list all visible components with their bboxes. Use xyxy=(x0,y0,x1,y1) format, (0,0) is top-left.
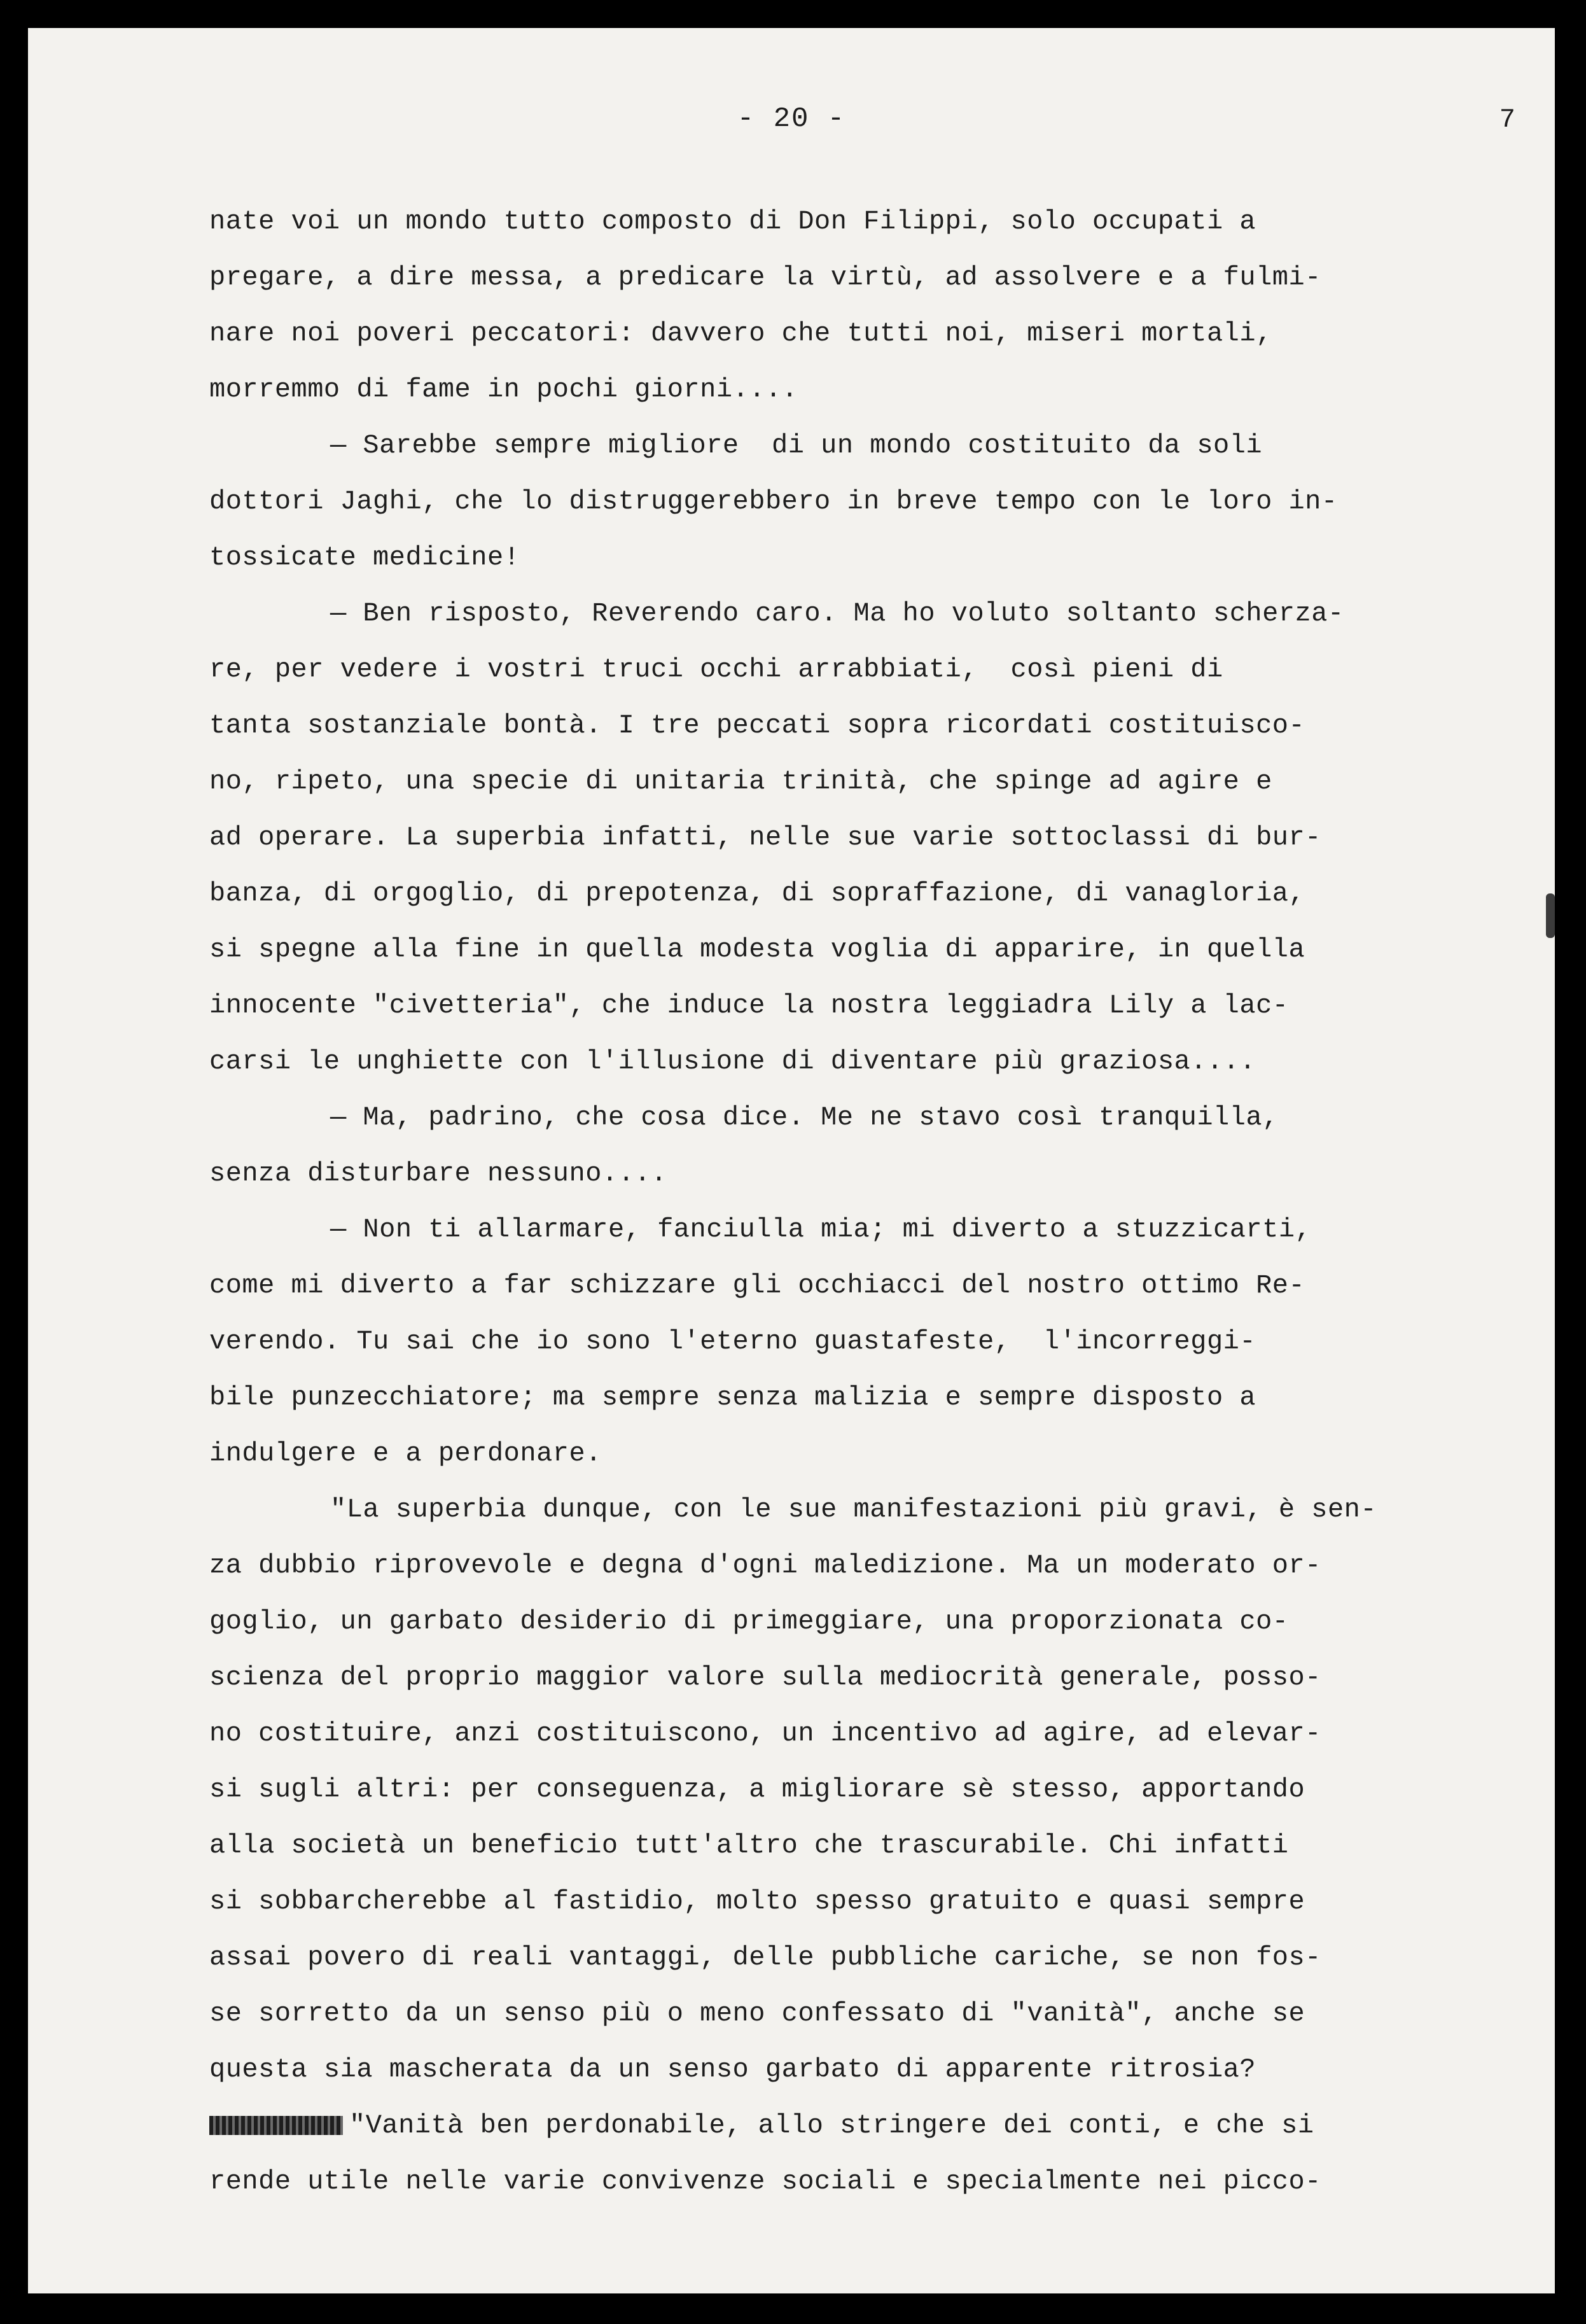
text-line: innocente "civetteria", che induce la nostra leggiadra Lily a lac- xyxy=(209,990,1289,1021)
text-line: bile punzecchiatore; ma sempre senza malizia e sempre disposto a xyxy=(209,1382,1256,1413)
text-line: nare noi poveri peccatori: davvero che tutti noi, miseri mortali, xyxy=(209,318,1272,349)
text-line: alla società un beneficio tutt'altro che trascurabile. Chi infatti xyxy=(209,1830,1289,1861)
text-line-struck-start xyxy=(209,2097,1542,2153)
text-line: si spegne alla fine in quella modesta voglia di apparire, in quella xyxy=(209,934,1305,965)
folio-number: 7 xyxy=(1499,104,1515,135)
text-line: tanta sostanziale bontà. I tre peccati sopra ricordati costituisco- xyxy=(209,710,1305,741)
text-line: no costituire, anzi costituiscono, un incentivo ad agire, ad elevar- xyxy=(209,1718,1321,1749)
text-line: goglio, un garbato desiderio di primeggiare, una proporzionata co- xyxy=(209,1606,1289,1637)
text-line: tossicate medicine! xyxy=(209,542,520,573)
text-line: nate voi un mondo tutto composto di Don Filippi, solo occupati a xyxy=(209,206,1256,237)
text-line: — Sarebbe sempre migliore di un mondo costituito da soli xyxy=(330,430,1263,461)
text-line: come mi diverto a far schizzare gli occhiacci del nostro ottimo Re- xyxy=(209,1270,1305,1301)
page-number: - 20 - xyxy=(737,103,846,135)
text-line: scienza del proprio maggior valore sulla mediocrità generale, posso- xyxy=(209,1662,1321,1693)
text-line: — Ma, padrino, che cosa dice. Me ne stavo così tranquilla, xyxy=(330,1102,1279,1133)
text-line: questa sia mascherata da un senso garbato di apparente ritrosia? xyxy=(209,2054,1256,2085)
text-line: carsi le unghiette con l'illusione di diventare più graziosa.... xyxy=(209,1046,1256,1077)
text-line: — Ben risposto, Reverendo caro. Ma ho voluto soltanto scherza- xyxy=(330,598,1344,629)
text-line: rende utile nelle varie convivenze sociali e specialmente nei picco- xyxy=(209,2166,1321,2197)
text-line: za dubbio riprovevole e degna d'ogni maledizione. Ma un moderato or- xyxy=(209,1550,1321,1581)
body-text xyxy=(209,193,1542,2209)
text-line: pregare, a dire messa, a predicare la virtù, ad assolvere e a fulmi- xyxy=(209,262,1321,293)
text-line: si sugli altri: per conseguenza, a migliorare sè stesso, apportando xyxy=(209,1774,1305,1805)
text-line: verendo. Tu sai che io sono l'eterno guastafeste, l'incorreggi- xyxy=(209,1326,1256,1357)
text-line: morremmo di fame in pochi giorni.... xyxy=(209,374,798,405)
punch-hole xyxy=(1546,893,1555,938)
text-line: banza, di orgoglio, di prepotenza, di sopraffazione, di vanagloria, xyxy=(209,878,1305,909)
text-line: senza disturbare nessuno.... xyxy=(209,1158,667,1189)
text-line: ad operare. La superbia infatti, nelle sue varie sottoclassi di bur- xyxy=(209,822,1321,853)
typewritten-page xyxy=(28,28,1555,2293)
text-line: re, per vedere i vostri truci occhi arrabbiati, così pieni di xyxy=(209,654,1223,685)
text-line: indulgere e a perdonare. xyxy=(209,1438,602,1469)
text-line: se sorretto da un senso più o meno confessato di "vanità", anche se xyxy=(209,1998,1305,2029)
text-line: "Vanità ben perdonabile, allo stringere dei conti, e che si xyxy=(349,2110,1314,2141)
text-line: — Non ti allarmare, fanciulla mia; mi diverto a stuzzicarti, xyxy=(330,1214,1312,1245)
text-line: dottori Jaghi, che lo distruggerebbero in breve tempo con le loro in- xyxy=(209,486,1338,517)
typed-strikeout xyxy=(209,2116,343,2135)
text-line: assai povero di reali vantaggi, delle pubbliche cariche, se non fos- xyxy=(209,1942,1321,1973)
text-line: si sobbarcherebbe al fastidio, molto spesso gratuito e quasi sempre xyxy=(209,1886,1305,1917)
text-line: "La superbia dunque, con le sue manifestazioni più gravi, è sen- xyxy=(330,1494,1377,1525)
text-line: no, ripeto, una specie di unitaria trinità, che spinge ad agire e xyxy=(209,766,1272,797)
